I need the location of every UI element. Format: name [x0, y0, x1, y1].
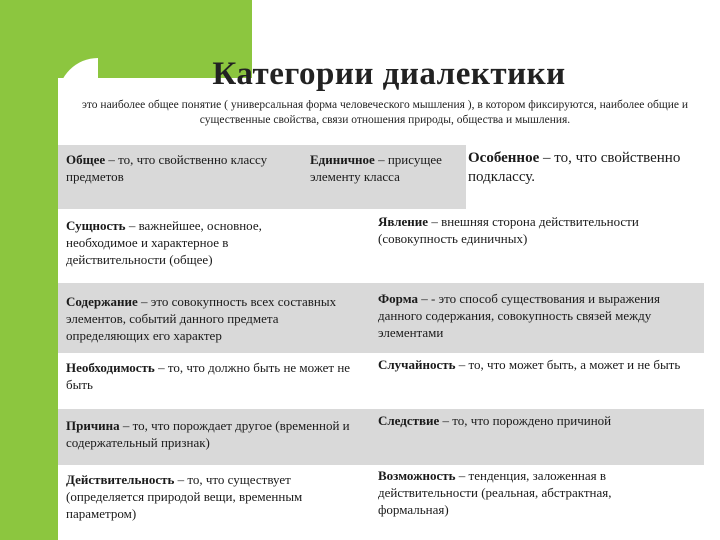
- term-effect: Следствие: [378, 413, 440, 428]
- def-essence: – важнейшее, основное, необходимое и характерное в действительности (общее): [66, 218, 262, 267]
- slide-subtitle: это наиболее общее понятие ( универсальная форма человеческого мышления ), в котором фиксируются, наиболее общие и существенные свойства, связи отношения природы, общества и мышления.: [81, 99, 688, 126]
- term-general: Общее: [66, 152, 106, 167]
- cell-chance: [378, 356, 704, 373]
- term-chance: Случайность: [378, 357, 456, 372]
- def-phenomenon: – внешняя сторона действительности (совокупность единичных): [378, 214, 639, 246]
- cell-necessity: [66, 359, 362, 393]
- cell-individual: [310, 151, 458, 185]
- cell-general: [66, 151, 294, 185]
- table-row-5: [58, 465, 704, 540]
- def-special: – то, что свойственно подклассу.: [468, 150, 681, 185]
- term-individual: Единичное: [310, 152, 375, 167]
- def-possibility: – тенденция, заложенная в действительности (реальная, абстрактная, формальная): [378, 468, 612, 517]
- def-actuality: – то, что существует (определяется природой вещи, временным параметром): [66, 472, 303, 521]
- def-cause: – то, что порождает другое (временной и содержательный признак): [66, 418, 350, 450]
- term-phenomenon: Явление: [378, 214, 429, 229]
- cell-special-wrap: [466, 145, 706, 209]
- cell-special: [468, 149, 704, 187]
- def-necessity: – то, что должно быть не может не быть: [66, 360, 351, 392]
- slide-title: Категории диалектики: [212, 56, 566, 92]
- def-form: – - это способ существования и выражения данного содержания, совокупность связей между элементами: [378, 291, 660, 340]
- table-row-2: [58, 283, 704, 353]
- cell-content: [66, 293, 348, 344]
- term-cause: Причина: [66, 418, 120, 433]
- term-necessity: Необходимость: [66, 360, 155, 375]
- cell-actuality: [66, 471, 366, 522]
- cell-possibility: [378, 467, 678, 518]
- table-row-3: [58, 353, 704, 409]
- def-effect: – то, что порождено причиной: [439, 413, 612, 428]
- term-possibility: Возможность: [378, 468, 456, 483]
- cell-form: [378, 290, 704, 341]
- def-chance: – то, что может быть, а может и не быть: [455, 357, 681, 372]
- term-special: Особенное: [468, 150, 540, 166]
- term-essence: Сущность: [66, 218, 126, 233]
- cell-essence: [66, 217, 316, 268]
- table-row-4: [58, 409, 704, 465]
- term-content: Содержание: [66, 294, 138, 309]
- cell-phenomenon: [378, 213, 704, 247]
- def-general: – то, что свойственно классу предметов: [66, 152, 268, 184]
- def-individual: – присущее элементу класса: [310, 152, 442, 184]
- left-accent-bar: [0, 0, 58, 540]
- term-form: Форма: [378, 291, 418, 306]
- table-row-1: [58, 209, 704, 283]
- cell-effect: [378, 412, 704, 429]
- def-content: – это совокупность всех составных элементов, событий данного предмета определяющих его характер: [66, 294, 337, 343]
- term-actuality: Действительность: [66, 472, 175, 487]
- cell-cause: [66, 417, 356, 451]
